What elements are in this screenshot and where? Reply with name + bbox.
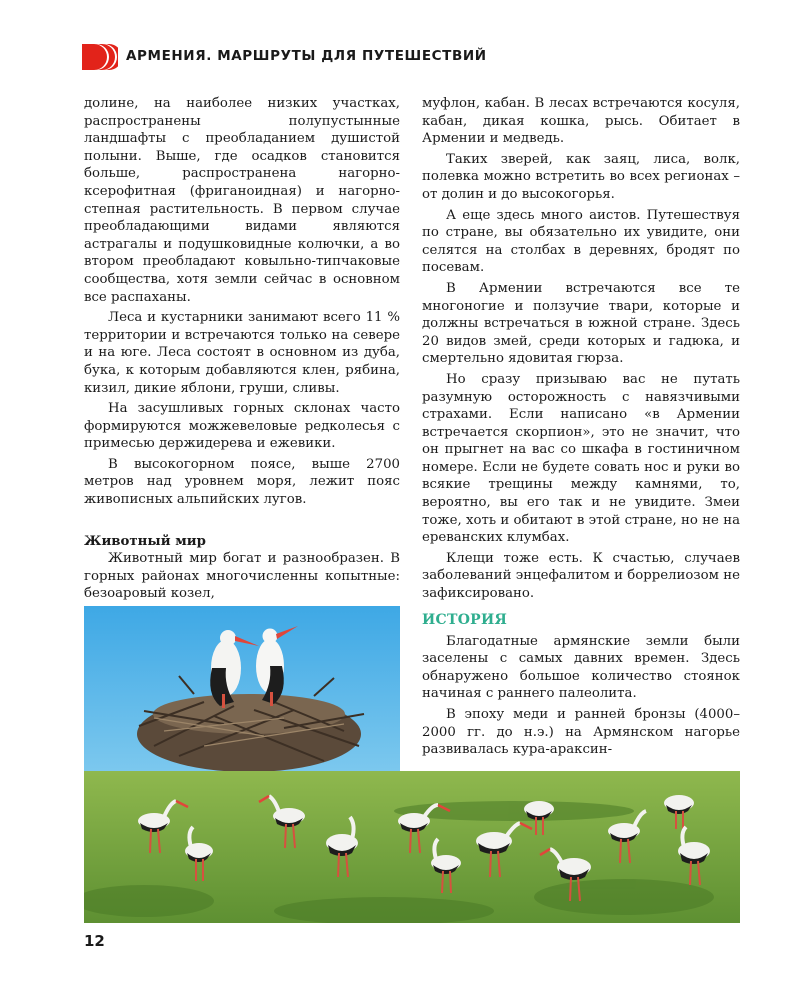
running-header-title: АРМЕНИЯ. МАРШРУТЫ ДЛЯ ПУТЕШЕСТВИЙ — [126, 48, 487, 64]
paragraph: Благодатные армянские земли были заселены с самых давних времен. Здесь обнаружено большое количество стоянок начиная с раннего палеолита. — [422, 633, 740, 702]
publisher-logo-icon — [82, 44, 118, 70]
history-heading: ИСТОРИЯ — [422, 612, 508, 628]
paragraph: В Армении встречаются все те многоногие и ползучие твари, которые и должны встречаться в южной стране. Здесь 20 видов змей, среди которых и гадюка, и смертельно ядовитая гюрза. — [422, 280, 740, 367]
stork-nest-photo — [84, 606, 400, 772]
right-column — [422, 95, 740, 603]
paragraph: Таких зверей, как заяц, лиса, волк, полевка можно встретить во всех регионах – от долин и до высокогорья. — [422, 151, 740, 202]
paragraph: муфлон, кабан. В лесах встречаются косуля, кабан, дикая кошка, рысь. Обитает в Армении и медведь. — [422, 96, 740, 147]
running-header — [82, 44, 742, 72]
paragraph: Леса и кустарники занимают всего 11 % территории и встречаются только на севере и на юге. Леса состоят в основном из дуба, бука, к которым добавляются клен, рябина, кизил, дикие яблони, груши, сливы. — [84, 310, 400, 396]
paragraph: В эпоху меди и ранней бронзы (4000–2000 гг. до н.э.) на Армянском нагорье развивалась кура-араксин- — [422, 706, 740, 758]
history-section — [422, 612, 740, 759]
storks-field-photo — [84, 771, 740, 923]
left-column — [84, 95, 400, 603]
page-number: 12 — [84, 932, 105, 950]
fauna-heading: Животный мир — [84, 533, 206, 549]
stork-nest-image — [84, 606, 400, 772]
paragraph: долине, на наиболее низких участках, распространены полупустынные ландшафты с преобладанием душистой полыни. Выше, где осадков становится больше, распространена нагорно-ксерофитная (фриганоидная) и нагорно-степная растительность. В первом случае преобладающими видами являются астрагалы и подушковидные колючки, а во втором преобладают ковыльно-типчаковые сообщества, хотя земли сейчас в основном все распаханы. — [84, 96, 400, 305]
paragraph: Клещи тоже есть. К счастью, случаев заболеваний энцефалитом и боррелиозом не зафиксировано. — [422, 550, 740, 602]
paragraph: А еще здесь много аистов. Путешествуя по стране, вы обязательно их увидите, они селятся на столбах в деревнях, бродят по посевам. — [422, 207, 740, 276]
paragraph: Животный мир богат и разнообразен. В горных районах многочисленны копытные: безоаровый козел, — [84, 551, 400, 602]
paragraph: В высокогорном поясе, выше 2700 метров над уровнем моря, лежит пояс живописных альпийских лугов. — [84, 456, 400, 508]
paragraph: На засушливых горных склонах часто формируются можжевеловые редколесья с примесью держидерева и ежевики. — [84, 401, 400, 452]
paragraph: Но сразу призываю вас не путать разумную осторожность с навязчивыми страхами. Если написано «в Армении встречается скорпион», это не значит, что он прыгнет на вас со шкафа в гостиничном номере. Если не будете совать нос и руки во всякие трещины между камнями, то, вероятно, вы его так и не увидите. Змеи тоже, хоть и обитают в этой стране, но не на ереванских клумбах. — [422, 371, 740, 546]
storks-field-image — [84, 771, 740, 923]
